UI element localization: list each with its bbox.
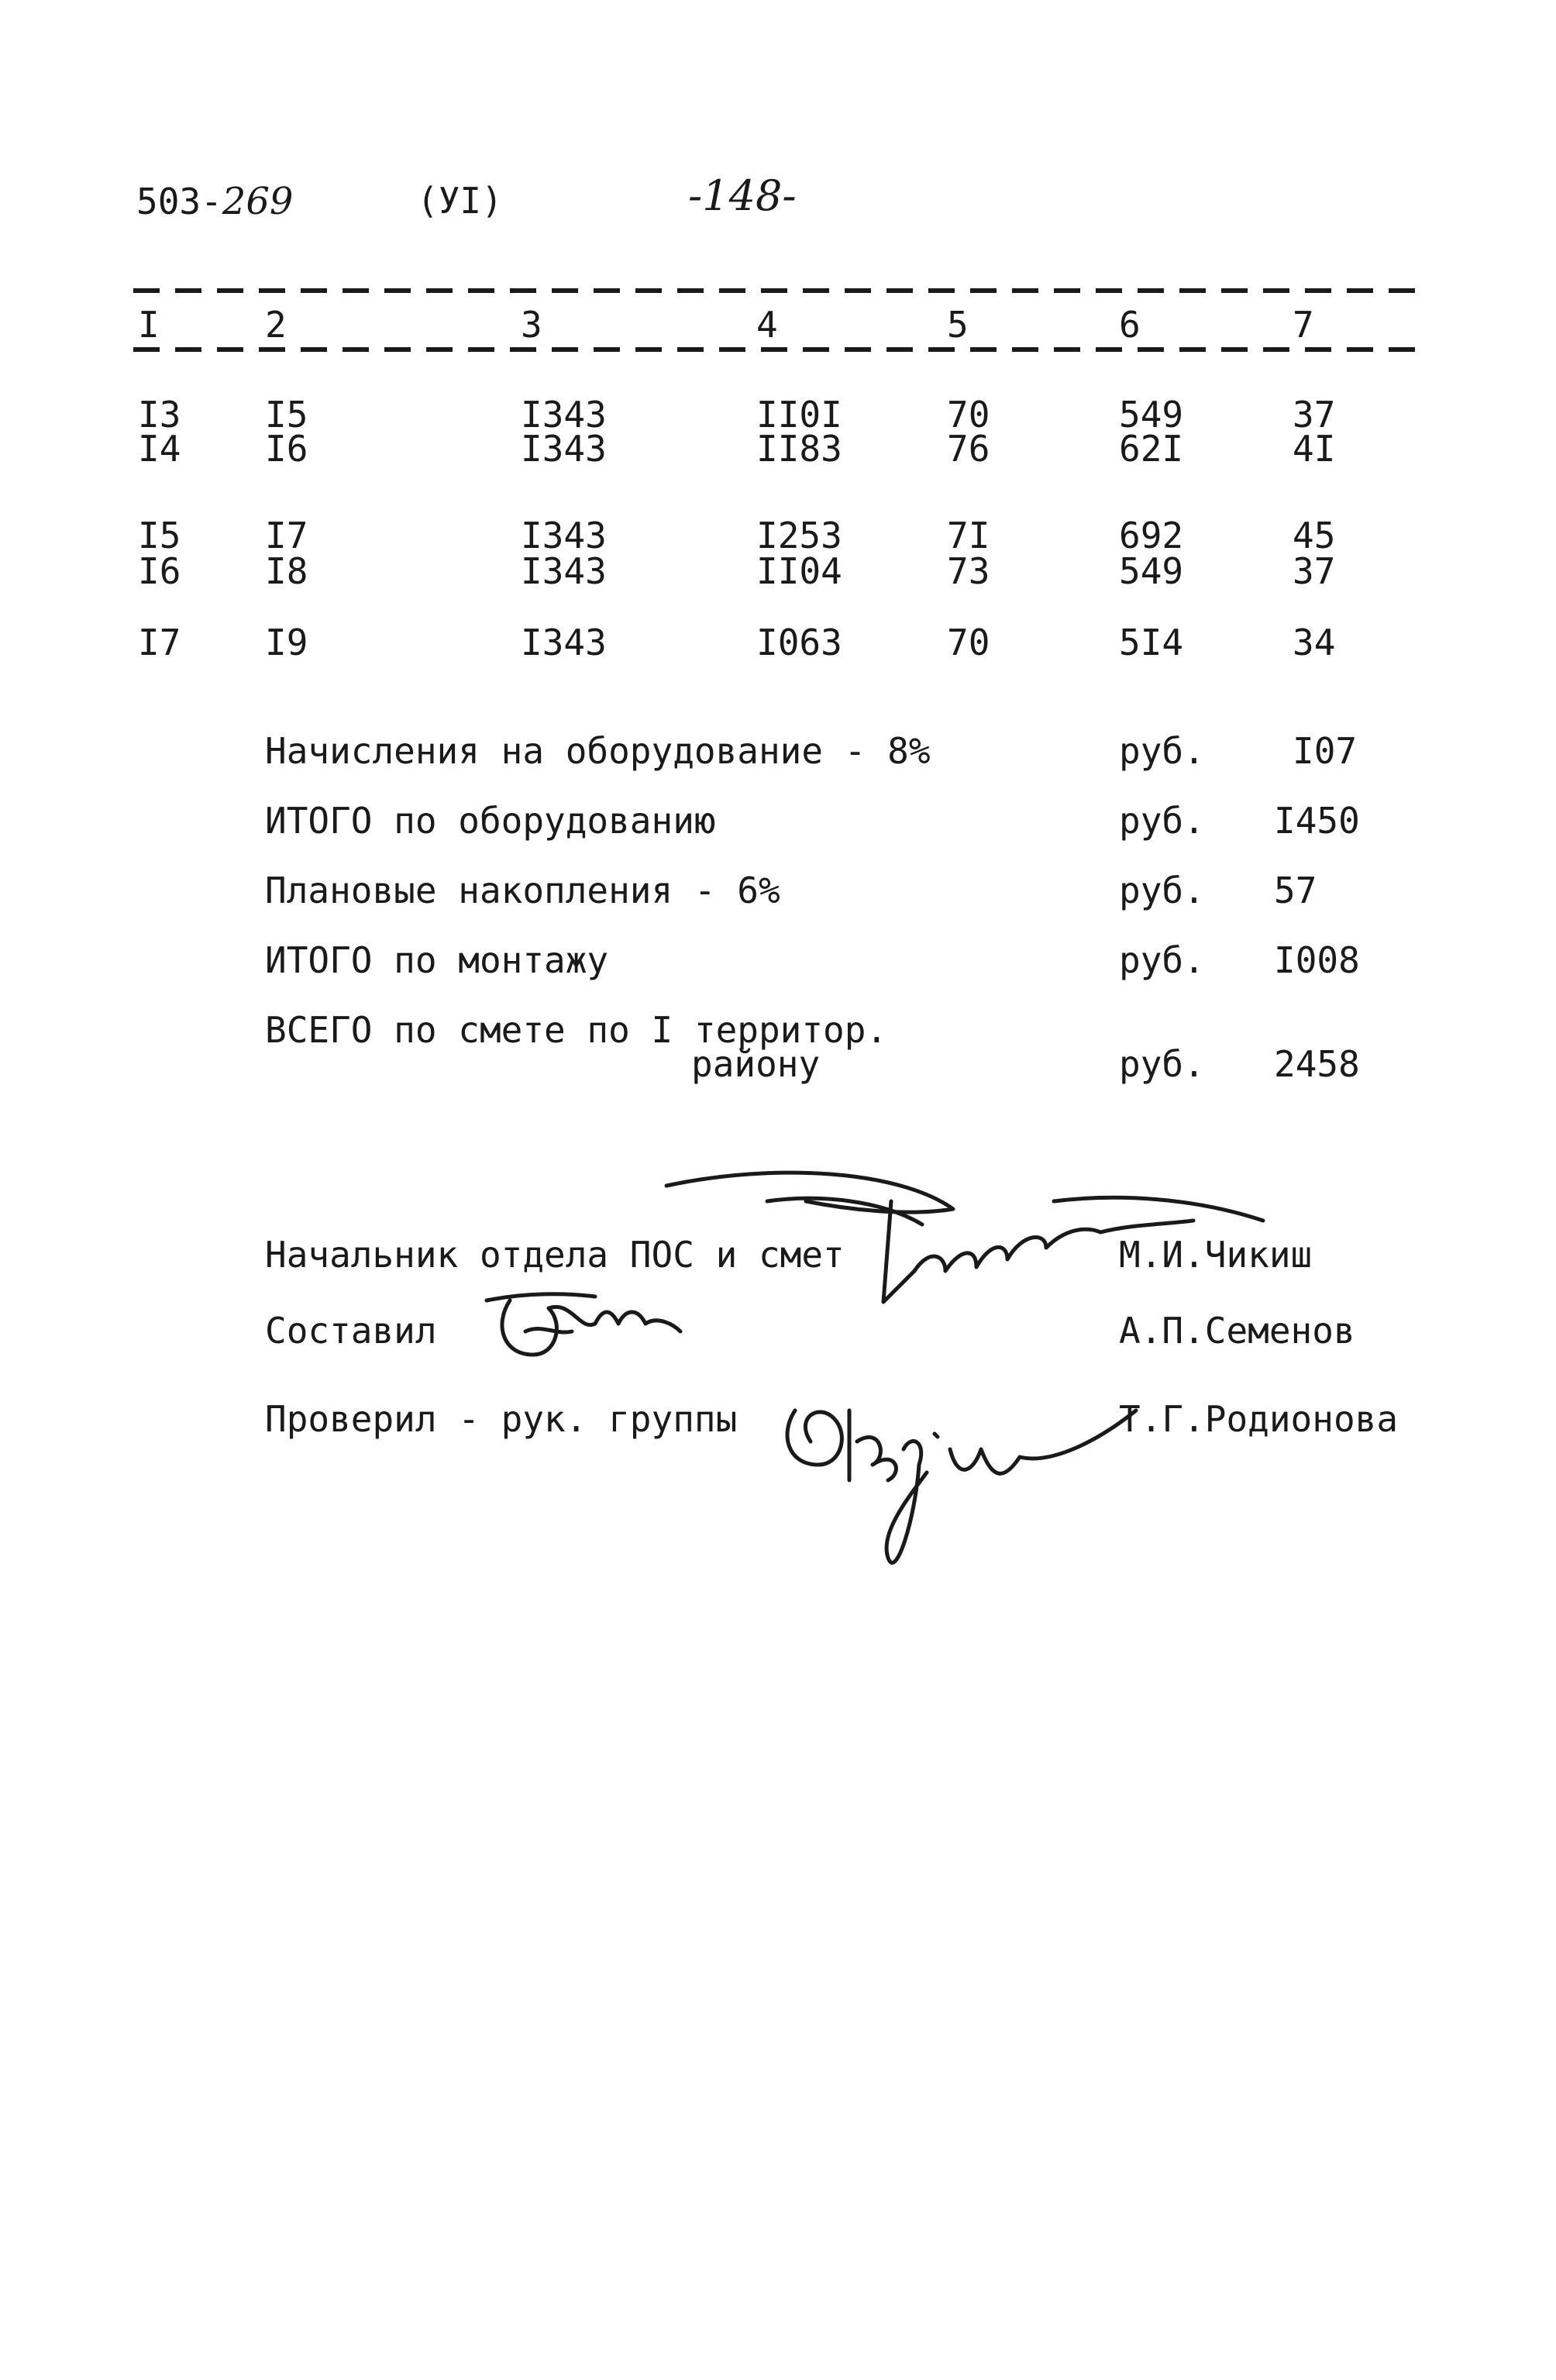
signature-role: Составил (265, 1310, 437, 1352)
table-row (0, 428, 1556, 508)
table-cell: I5 (265, 394, 308, 436)
table-cell: 73 (947, 550, 990, 592)
summary-line (0, 800, 1556, 849)
table-row (0, 622, 1556, 702)
table-cell: II04 (756, 550, 842, 592)
table-cell: 70 (947, 394, 990, 436)
table-column-header (0, 304, 1556, 384)
table-cell: I8 (265, 550, 308, 592)
table-cell: I9 (265, 622, 308, 663)
handwritten-signature-compiler (479, 1277, 688, 1370)
signature-name: М.И.Чикиш (1119, 1234, 1313, 1276)
column-header-1: I (138, 304, 160, 346)
signature-name: А.П.Семенов (1119, 1310, 1355, 1352)
total-label-line2: району (691, 1043, 821, 1085)
table-cell: I7 (138, 622, 181, 663)
summary-line (0, 939, 1556, 989)
summary-label: ИТОГО по оборудованию (265, 800, 716, 842)
document-code (136, 180, 294, 223)
table-cell: 549 (1119, 550, 1184, 592)
summary-currency: руб. (1119, 800, 1205, 842)
summary-label: Плановые накопления - 6% (265, 870, 780, 911)
table-cell: I343 (521, 515, 607, 556)
summary-currency: руб. (1119, 730, 1205, 772)
table-cell: I343 (521, 622, 607, 663)
table-cell: 692 (1119, 515, 1184, 556)
table-cell: 5I4 (1119, 622, 1184, 663)
total-value: 2458 (1274, 1043, 1360, 1085)
summary-label: Начисления на оборудование - 8% (265, 730, 931, 772)
section-label: (УI) (417, 180, 503, 222)
table-cell: 37 (1293, 394, 1336, 436)
signature-role: Начальник отдела ПОС и смет (265, 1234, 845, 1276)
summary-currency: руб. (1119, 870, 1205, 911)
table-cell: 549 (1119, 394, 1184, 436)
column-header-4: 4 (756, 304, 778, 346)
table-header-rule (133, 347, 1426, 352)
signature-line-compiler (0, 1310, 1556, 1359)
table-cell: II0I (756, 394, 842, 436)
signature-role: Проверил - рук. группы (265, 1398, 738, 1440)
table-cell: 76 (947, 428, 990, 470)
table-cell: II83 (756, 428, 842, 470)
summary-line (0, 730, 1556, 780)
table-cell: I5 (138, 515, 181, 556)
column-header-2: 2 (265, 304, 287, 346)
summary-label: ИТОГО по монтажу (265, 939, 609, 981)
column-header-6: 6 (1119, 304, 1141, 346)
column-header-3: 3 (521, 304, 542, 346)
table-cell: I6 (138, 550, 181, 592)
table-cell: I4 (138, 428, 181, 470)
table-row (0, 550, 1556, 631)
total-currency: руб. (1119, 1043, 1205, 1085)
column-header-7: 7 (1293, 304, 1314, 346)
total-label-line1: ВСЕГО по смете по I территор. (265, 1009, 888, 1051)
table-cell: I3 (138, 394, 181, 436)
table-cell: 4I (1293, 428, 1336, 470)
table-cell: 34 (1293, 622, 1336, 663)
document-code-handwritten: 269 (222, 180, 294, 223)
table-cell: I343 (521, 394, 607, 436)
summary-currency: руб. (1119, 939, 1205, 981)
column-header-5: 5 (947, 304, 969, 346)
summary-value: I07 (1293, 730, 1358, 772)
table-cell: 62I (1119, 428, 1184, 470)
summary-value: I450 (1274, 800, 1360, 842)
table-cell: 70 (947, 622, 990, 663)
page-number: -148- (688, 171, 797, 220)
table-cell: I063 (756, 622, 842, 663)
table-cell: 7I (947, 515, 990, 556)
table-cell: 37 (1293, 550, 1336, 592)
table-cell: I6 (265, 428, 308, 470)
signature-name: Т.Г.Родионова (1119, 1398, 1399, 1440)
summary-line (0, 870, 1556, 919)
handwritten-signature-head (651, 1155, 1286, 1317)
table-cell: 45 (1293, 515, 1336, 556)
table-cell: I343 (521, 550, 607, 592)
table-cell: I7 (265, 515, 308, 556)
summary-value: I008 (1274, 939, 1360, 981)
handwritten-signature-checker (772, 1379, 1144, 1589)
table-cell: I253 (756, 515, 842, 556)
table-top-rule (133, 288, 1426, 293)
document-code-printed: 503- (136, 181, 222, 222)
summary-value: 57 (1274, 870, 1317, 911)
table-cell: I343 (521, 428, 607, 470)
